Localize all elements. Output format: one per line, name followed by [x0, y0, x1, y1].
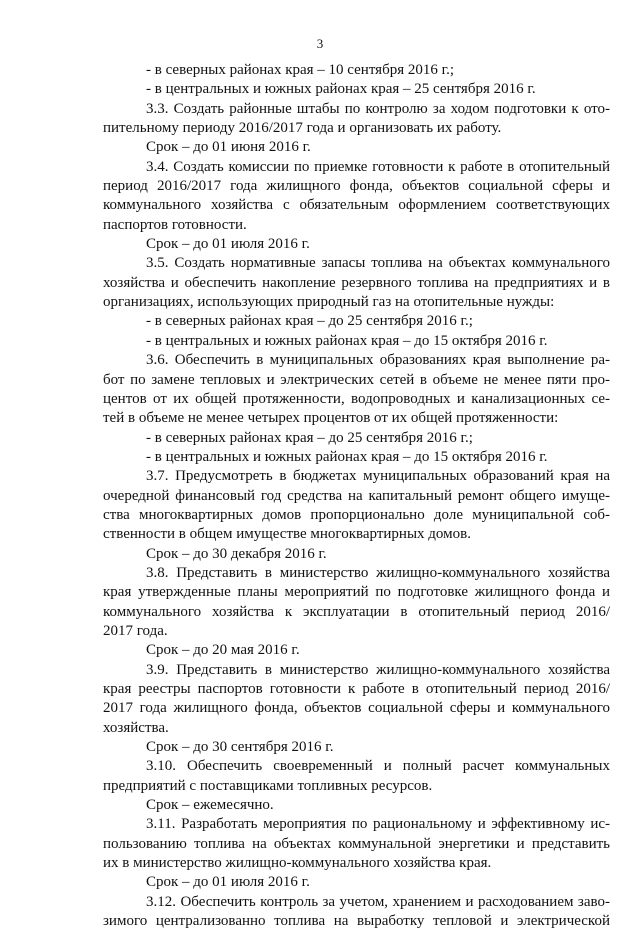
text-line: 3.10. Обеспечить своевременный и полный расчет коммунальных [146, 758, 610, 775]
text-line: пительному периоду 2016/2017 года и организовать их работу. [103, 120, 502, 137]
text-line: Срок – ежемесячно. [146, 797, 274, 814]
text-line: пользованию топлива на объектах коммунальной энергетики и представить [103, 835, 610, 852]
text-line: 3.11. Разработать мероприятия по рациональному и эффективному ис- [146, 816, 610, 833]
text-line: 3.6. Обеспечить в муниципальных образованиях края выполнение ра- [146, 352, 610, 369]
text-line: - в центральных и южных районах края – 25 сентября 2016 г. [146, 81, 536, 98]
text-line: 3.5. Создать нормативные запасы топлива на объектах коммунального [146, 255, 610, 272]
text-line: ственности в общем имуществе многоквартирных домов. [103, 526, 471, 543]
text-line: бот по замене тепловых и электрических сетей в объеме не менее пяти про- [103, 371, 610, 388]
text-line: центов от их общей протяженности, водопроводных и канализационных се- [103, 390, 610, 407]
text-line: коммунального хозяйства к эксплуатации в отопительный период 2016/ [103, 603, 610, 620]
text-line: хозяйства и обеспечить накопление резервного топлива на предприятиях и в [103, 274, 610, 291]
text-line: Срок – до 20 мая 2016 г. [146, 642, 300, 659]
text-line: края реестры паспортов готовности к работе в отопительный период 2016/ [103, 681, 610, 697]
text-line: 3.12. Обеспечить контроль за учетом, хранением и расходованием заво- [146, 893, 610, 910]
text-line: организациях, использующих природный газ на отопительные нужды: [103, 294, 555, 311]
text-line: очередной финансовый год средства на капитальный ремонт общего имуще- [103, 487, 610, 504]
text-line: 3.9. Представить в министерство жилищно-коммунального хозяйства [146, 661, 610, 678]
text-line: 2017 года. [103, 622, 168, 639]
text-line: края утвержденные планы мероприятий по подготовке жилищного фонда и [103, 584, 610, 601]
text-line: Срок – до 01 июля 2016 г. [146, 236, 310, 253]
text-line: Срок – до 01 июня 2016 г. [146, 139, 311, 156]
text-line: 2017 года жилищного фонда, объектов социальной сферы и коммунального [103, 700, 610, 717]
text-line: коммунального хозяйства с обязательным оформлением соответствующих [103, 197, 610, 214]
text-line: 3.7. Предусмотреть в бюджетах муниципальных образований края на [146, 468, 610, 485]
text-line: 3.8. Представить в министерство жилищно-коммунального хозяйства [146, 564, 610, 581]
text-line: период 2016/2017 года жилищного фонда, объектов социальной сферы и [103, 178, 610, 195]
document-body [103, 61, 610, 931]
text-line: зимого централизованно топлива на выработку тепловой и электрической [103, 913, 610, 930]
text-line: Срок – до 30 декабря 2016 г. [146, 545, 327, 562]
text-line: - в центральных и южных районах края – до 15 октября 2016 г. [146, 332, 548, 349]
text-line: - в центральных и южных районах края – до 15 октября 2016 г. [146, 448, 548, 465]
text-line: - в северных районах края – до 25 сентября 2016 г.; [146, 429, 473, 446]
text-line: 3.3. Создать районные штабы по контролю за ходом подготовки к ото- [146, 100, 610, 117]
text-line: тей в объеме не менее четырех процентов от их общей протяженности: [103, 410, 559, 427]
page-number: 3 [316, 36, 324, 51]
text-line: Срок – до 30 сентября 2016 г. [146, 739, 334, 756]
text-line: паспортов готовности. [103, 216, 247, 233]
text-line: их в министерство жилищно-коммунального хозяйства края. [103, 855, 492, 872]
text-line: ства многоквартирных домов пропорционально доле муниципальной соб- [103, 506, 610, 523]
text-line: - в северных районах края – до 25 сентября 2016 г.; [146, 313, 473, 330]
text-line: предприятий с поставщиками топливных ресурсов. [103, 777, 433, 794]
text-line: хозяйства. [103, 719, 169, 736]
text-line: Срок – до 01 июля 2016 г. [146, 874, 310, 891]
text-line: - в северных районах края – 10 сентября 2016 г.; [146, 62, 454, 78]
text-line: 3.4. Создать комиссии по приемке готовности к работе в отопительный [146, 158, 610, 175]
